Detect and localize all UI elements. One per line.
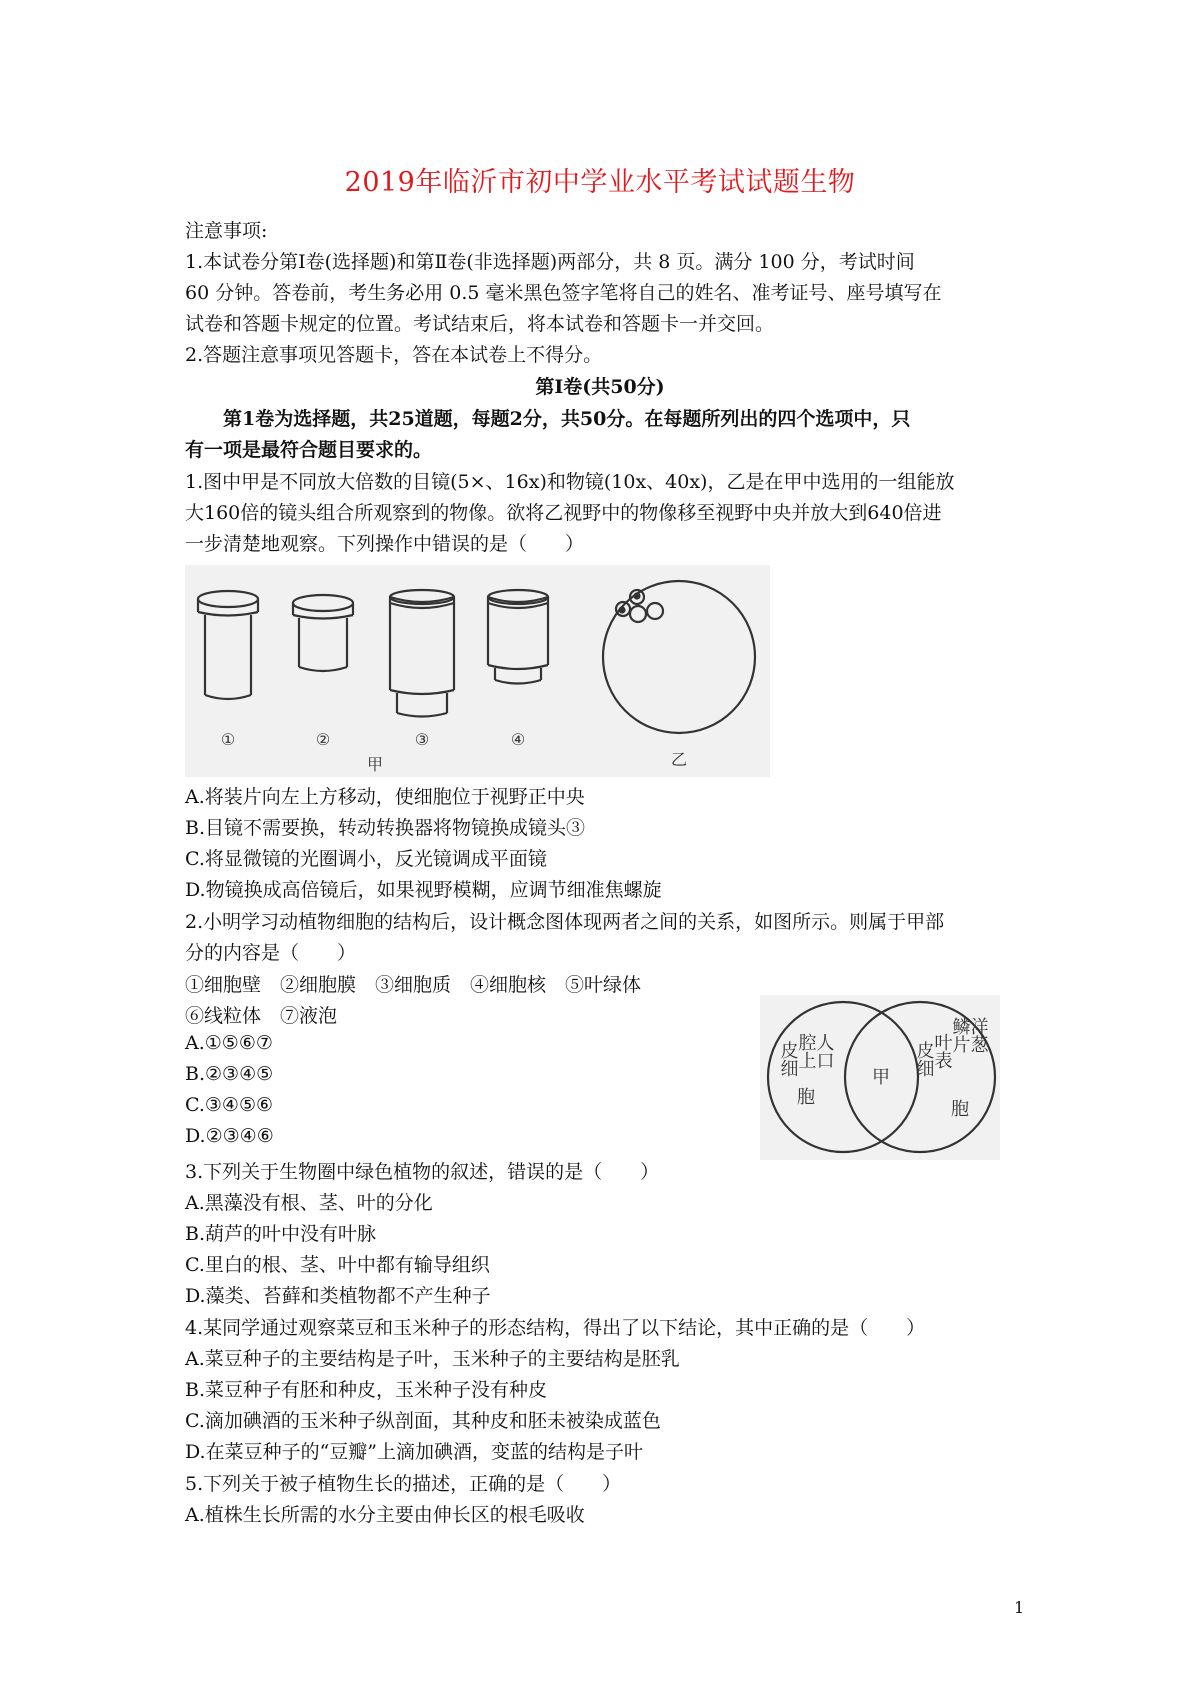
notice-heading: 注意事项: <box>185 220 268 242</box>
q4-option-b: B.菜豆种子有胚和种皮，玉米种子没有种皮 <box>185 1379 548 1401</box>
notice-item-1-line-1: 1.本试卷分第Ⅰ卷(选择题)和第Ⅱ卷(非选择题)两部分，共 8 页。满分 100 分，考试时间 <box>185 251 915 273</box>
q4-option-a: A.菜豆种子的主要结构是子叶，玉米种子的主要结构是胚乳 <box>185 1348 680 1370</box>
q2-venn-diagram <box>760 995 1000 1160</box>
q2-stem-line-2: 分的内容是（ ） <box>185 942 357 964</box>
objective-4-icon <box>488 590 548 684</box>
objective-3-icon <box>390 590 454 717</box>
venn-left-col-4: 胞 <box>797 1087 815 1108</box>
q1-stem-line-3: 一步清楚地观察。下列操作中错误的是（ ） <box>185 533 585 555</box>
venn-center-label: 甲 <box>872 1067 890 1088</box>
section-intro-line-1: 第1卷为选择题，共25道题，每题2分，共50分。在每题所列出的四个选项中，只 <box>223 408 911 430</box>
venn-left-col-3: 皮细 <box>777 1041 799 1077</box>
q1-stem-line-2: 大160倍的镜头组合所观察到的物像。欲将乙视野中的物像移至视野中央并放大到640倍进 <box>185 502 942 524</box>
q1-microscope-figure <box>185 565 770 777</box>
page-number: 1 <box>1014 1598 1025 1617</box>
figure-label-jia: 甲 <box>366 755 384 774</box>
eyepiece-1-icon <box>198 591 258 699</box>
q1-option-d: D.物镜换成高倍镜后，如果视野模糊，应调节细准焦螺旋 <box>185 879 662 901</box>
venn-left-circle <box>768 1002 918 1152</box>
q2-option-a: A.①⑤⑥⑦ <box>185 1032 273 1054</box>
q2-option-d: D.②③④⑥ <box>185 1125 274 1147</box>
q1-stem-line-1: 1.图中甲是不同放大倍数的目镜(5×、16x)和物镜(10x、40x)，乙是在甲中选用的一组能放 <box>185 471 955 493</box>
q4-option-c: C.滴加碘酒的玉米种子纵剖面，其种皮和胚未被染成蓝色 <box>185 1410 661 1432</box>
q4-option-d: D.在菜豆种子的“豆瓣”上滴加碘酒，变蓝的结构是子叶 <box>185 1441 644 1463</box>
q1-option-b: B.目镜不需要换，转动转换器将物镜换成镜头③ <box>185 817 586 839</box>
q5-stem: 5.下列关于被子植物生长的描述，正确的是（ ） <box>185 1473 622 1495</box>
venn-left-col-2: 腔上 <box>795 1033 817 1069</box>
venn-right-col-4: 皮细 <box>913 1041 935 1077</box>
q4-stem: 4.某同学通过观察菜豆和玉米种子的形态结构，得出了以下结论，其中正确的是（ ） <box>185 1317 926 1339</box>
section-heading: 第Ⅰ卷(共50分) <box>535 376 665 398</box>
q3-stem: 3.下列关于生物圈中绿色植物的叙述，错误的是（ ） <box>185 1161 660 1183</box>
q2-stem-line-1: 2.小明学习动植物细胞的结构后，设计概念图体现两者之间的关系，如图所示。则属于甲部 <box>185 911 945 933</box>
venn-right-col-2: 鳞片 <box>949 1017 971 1053</box>
exam-title: 2019年临沂市初中学业水平考试试题生物 <box>344 167 856 198</box>
section-intro-line-2: 有一项是最符合题目要求的。 <box>185 439 433 461</box>
figure-label-2: ② <box>315 730 331 749</box>
q3-option-b: B.葫芦的叶中没有叶脉 <box>185 1223 377 1245</box>
field-of-view-icon <box>603 581 755 733</box>
figure-label-yi: 乙 <box>670 750 688 769</box>
venn-right-col-1: 洋葱 <box>967 1017 989 1053</box>
q2-items-line-1: ①细胞壁 ②细胞膜 ③细胞质 ④细胞核 ⑤叶绿体 <box>185 974 642 996</box>
venn-right-col-5: 胞 <box>951 1099 969 1120</box>
q3-option-a: A.黑藻没有根、茎、叶的分化 <box>185 1192 433 1214</box>
q2-option-c: C.③④⑤⑥ <box>185 1094 274 1116</box>
figure-label-1: ① <box>220 730 236 749</box>
notice-item-1-line-2: 60 分钟。答卷前，考生务必用 0.5 毫米黑色签字笔将自己的姓名、准考证号、座号填写在 <box>185 282 942 304</box>
figure-label-3: ③ <box>414 730 430 749</box>
notice-item-2: 2.答题注意事项见答题卡，答在本试卷上不得分。 <box>185 344 603 366</box>
q3-option-c: C.里白的根、茎、叶中都有输导组织 <box>185 1254 490 1276</box>
q5-option-a: A.植株生长所需的水分主要由伸长区的根毛吸收 <box>185 1504 585 1526</box>
q2-items-line-2: ⑥线粒体 ⑦液泡 <box>185 1005 338 1027</box>
q3-option-d: D.藻类、苔藓和类植物都不产生种子 <box>185 1285 491 1307</box>
venn-right-col-3: 叶表 <box>931 1033 953 1069</box>
venn-left-col-1: 人口 <box>813 1033 835 1069</box>
figure-label-4: ④ <box>510 730 526 749</box>
q1-option-a: A.将装片向左上方移动，使细胞位于视野正中央 <box>185 786 585 808</box>
notice-item-1-line-3: 试卷和答题卡规定的位置。考试结束后，将本试卷和答题卡一并交回。 <box>185 313 775 335</box>
q2-option-b: B.②③④⑤ <box>185 1063 274 1085</box>
q1-option-c: C.将显微镜的光圈调小，反光镜调成平面镜 <box>185 848 547 870</box>
eyepiece-2-icon <box>293 595 353 671</box>
